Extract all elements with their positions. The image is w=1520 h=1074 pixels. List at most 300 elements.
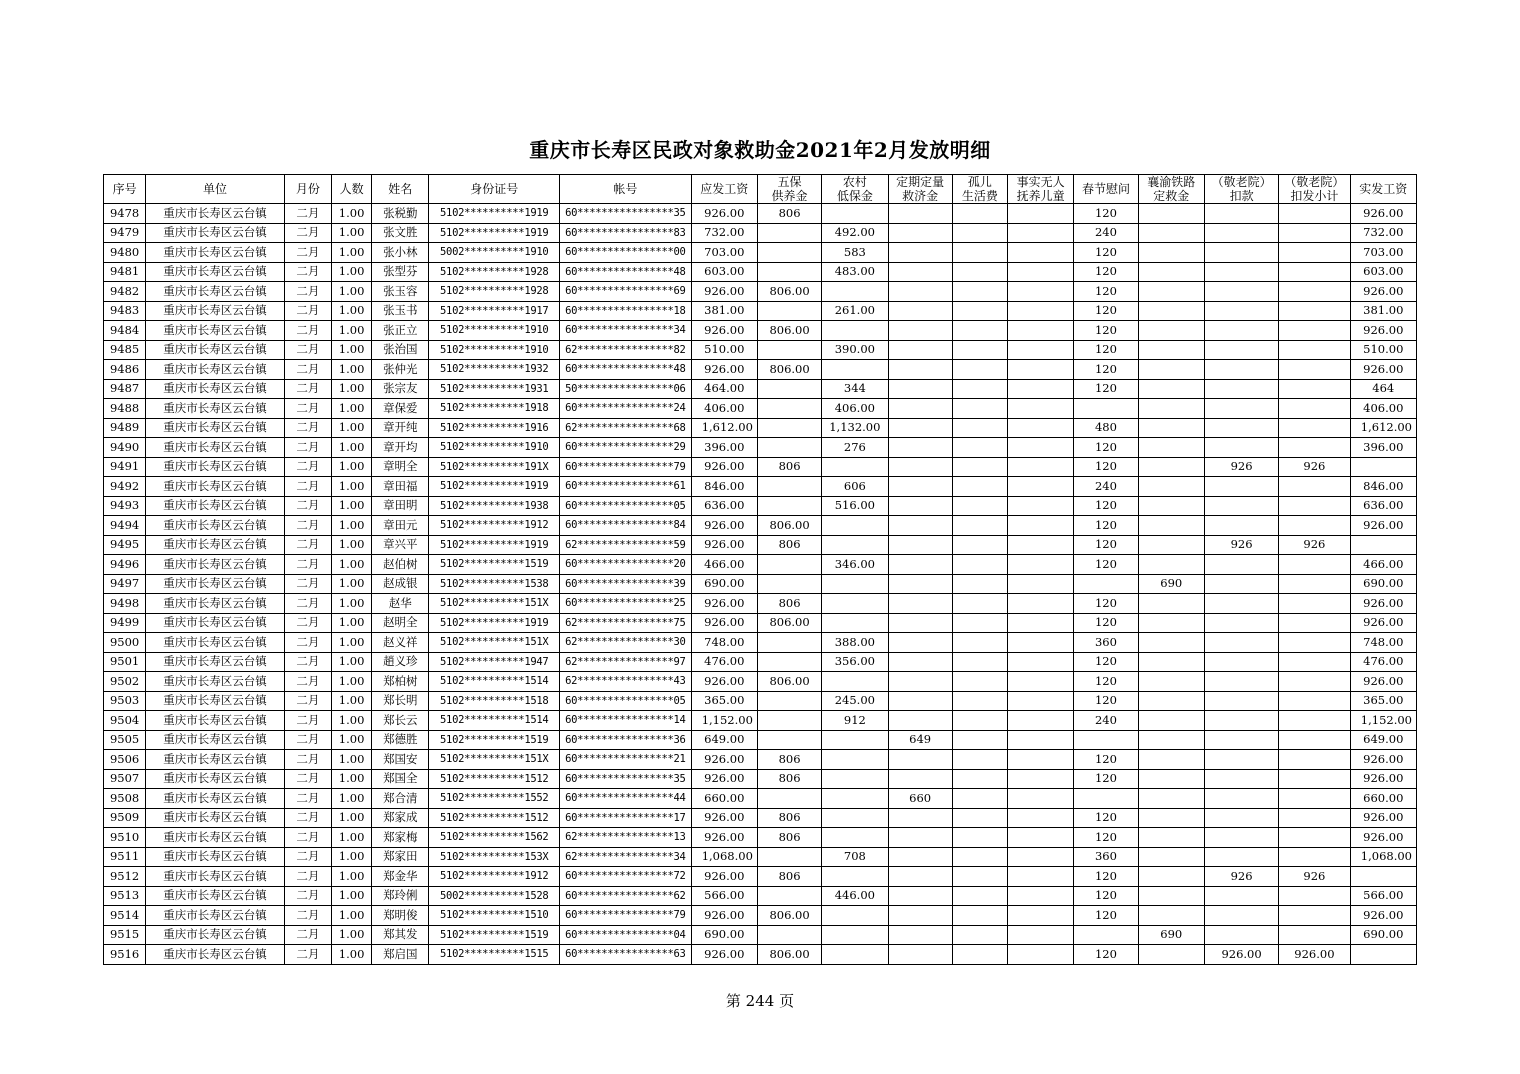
table-cell: 1.00 [332, 555, 372, 575]
table-cell: 120 [1074, 828, 1138, 848]
table-cell [757, 477, 821, 497]
table-cell: 483.00 [822, 262, 888, 282]
table-cell: 806 [757, 867, 821, 887]
table-cell: 566.00 [691, 886, 757, 906]
table-cell: 926.00 [1350, 828, 1416, 848]
table-cell: 5102**********1919 [429, 535, 560, 555]
table-cell [1279, 613, 1350, 633]
table-cell: 120 [1074, 321, 1138, 341]
table-cell [1204, 711, 1278, 731]
table-cell: 62****************97 [560, 652, 692, 672]
table-cell [822, 360, 888, 380]
table-cell [757, 379, 821, 399]
table-cell: 9481 [104, 262, 146, 282]
table-cell [1204, 828, 1278, 848]
table-cell [757, 789, 821, 809]
table-cell: 二月 [284, 574, 331, 594]
table-cell [822, 730, 888, 750]
table-cell [1138, 594, 1204, 614]
table-cell: 120 [1074, 672, 1138, 692]
table-cell [888, 691, 952, 711]
table-cell: 649.00 [1350, 730, 1416, 750]
table-cell: 346.00 [822, 555, 888, 575]
table-cell [888, 574, 952, 594]
table-cell [1204, 496, 1278, 516]
table-cell [1138, 204, 1204, 224]
table-cell: 重庆市长寿区云台镇 [146, 204, 285, 224]
table-cell: 1.00 [332, 262, 372, 282]
table-cell: 926.00 [1279, 945, 1350, 965]
table-cell [888, 847, 952, 867]
table-cell [757, 223, 821, 243]
table-cell: 9490 [104, 438, 146, 458]
table-cell [1008, 808, 1074, 828]
table-cell: 9514 [104, 906, 146, 926]
column-header: 序号 [104, 175, 146, 204]
table-cell [1008, 828, 1074, 848]
table-cell: 120 [1074, 379, 1138, 399]
table-cell: 重庆市长寿区云台镇 [146, 652, 285, 672]
table-cell [1008, 711, 1074, 731]
table-cell: 趙义珍 [372, 652, 429, 672]
table-cell: 120 [1074, 301, 1138, 321]
table-row [104, 808, 1417, 828]
table-cell: 926 [1204, 867, 1278, 887]
table-cell [1008, 301, 1074, 321]
table-cell [952, 867, 1007, 887]
table-cell: 章田福 [372, 477, 429, 497]
table-cell: 9499 [104, 613, 146, 633]
table-cell: 381.00 [1350, 301, 1416, 321]
table-cell: 重庆市长寿区云台镇 [146, 750, 285, 770]
table-cell: 510.00 [691, 340, 757, 360]
table-cell: 926.00 [691, 516, 757, 536]
table-row [104, 750, 1417, 770]
table-cell [888, 438, 952, 458]
table-cell: 5102**********1515 [429, 945, 560, 965]
table-cell: 5102**********1519 [429, 730, 560, 750]
table-cell: 9488 [104, 399, 146, 419]
table-cell: 二月 [284, 828, 331, 848]
table-cell: 120 [1074, 516, 1138, 536]
table-cell: 二月 [284, 457, 331, 477]
table-cell [1204, 516, 1278, 536]
table-cell: 1,068.00 [691, 847, 757, 867]
table-cell: 806 [757, 457, 821, 477]
table-cell [1204, 223, 1278, 243]
table-cell: 9509 [104, 808, 146, 828]
table-cell [888, 360, 952, 380]
table-cell [822, 672, 888, 692]
table-cell [1138, 438, 1204, 458]
table-cell: 二月 [284, 516, 331, 536]
table-cell: 120 [1074, 691, 1138, 711]
table-cell [1279, 223, 1350, 243]
table-cell [1008, 399, 1074, 419]
table-cell: 660 [888, 789, 952, 809]
table-cell: 重庆市长寿区云台镇 [146, 867, 285, 887]
table-cell: 60****************48 [560, 360, 692, 380]
table-cell: 406.00 [822, 399, 888, 419]
table-cell [952, 691, 1007, 711]
table-cell: 1.00 [332, 535, 372, 555]
table-row [104, 886, 1417, 906]
table-cell: 60****************69 [560, 282, 692, 302]
table-cell [1279, 477, 1350, 497]
table-cell: 9511 [104, 847, 146, 867]
table-cell: 9496 [104, 555, 146, 575]
table-cell: 926.00 [1350, 321, 1416, 341]
table-cell: 5102**********191X [429, 457, 560, 477]
table-cell: 5102**********1512 [429, 769, 560, 789]
table-cell [1138, 418, 1204, 438]
table-cell [1279, 379, 1350, 399]
table-cell [1279, 340, 1350, 360]
table-cell: 二月 [284, 711, 331, 731]
table-cell: 60****************05 [560, 496, 692, 516]
table-cell: 388.00 [822, 633, 888, 653]
table-cell [1138, 340, 1204, 360]
table-cell [1204, 399, 1278, 419]
table-cell: 466.00 [1350, 555, 1416, 575]
table-cell [1204, 672, 1278, 692]
table-cell: 120 [1074, 867, 1138, 887]
table-cell [1204, 808, 1278, 828]
table-cell: 5102**********1919 [429, 613, 560, 633]
table-row [104, 457, 1417, 477]
table-cell: 二月 [284, 652, 331, 672]
table-cell [1279, 204, 1350, 224]
table-cell: 926.00 [691, 808, 757, 828]
table-cell: 926 [1204, 535, 1278, 555]
table-cell [822, 457, 888, 477]
table-cell [1008, 652, 1074, 672]
table-cell: 5102**********153X [429, 847, 560, 867]
table-cell: 章开均 [372, 438, 429, 458]
table-cell [952, 301, 1007, 321]
table-cell: 62****************30 [560, 633, 692, 653]
table-cell [952, 243, 1007, 263]
table-cell: 重庆市长寿区云台镇 [146, 360, 285, 380]
table-cell: 806 [757, 750, 821, 770]
page-number: 第 244 页 [725, 992, 795, 1010]
table-row [104, 262, 1417, 282]
table-row [104, 340, 1417, 360]
column-header: 春节慰问 [1074, 175, 1138, 204]
table-cell: 郑柏树 [372, 672, 429, 692]
table-cell [757, 925, 821, 945]
table-cell: 二月 [284, 672, 331, 692]
table-cell: 重庆市长寿区云台镇 [146, 516, 285, 536]
table-cell [822, 574, 888, 594]
table-cell [952, 945, 1007, 965]
table-row [104, 945, 1417, 965]
table-cell: 926.00 [1350, 613, 1416, 633]
table-cell: 9502 [104, 672, 146, 692]
table-cell [952, 828, 1007, 848]
table-cell [822, 925, 888, 945]
table-cell [1008, 477, 1074, 497]
table-cell: 重庆市长寿区云台镇 [146, 535, 285, 555]
table-cell: 5102**********1912 [429, 867, 560, 887]
table-cell: 926.00 [1350, 672, 1416, 692]
table-cell [888, 282, 952, 302]
table-cell: 9504 [104, 711, 146, 731]
table-cell: 9486 [104, 360, 146, 380]
table-cell: 郑启国 [372, 945, 429, 965]
table-cell: 240 [1074, 477, 1138, 497]
table-cell [1138, 399, 1204, 419]
table-cell: 重庆市长寿区云台镇 [146, 906, 285, 926]
table-cell: 重庆市长寿区云台镇 [146, 691, 285, 711]
table-cell: 张型芬 [372, 262, 429, 282]
table-cell: 120 [1074, 750, 1138, 770]
table-cell [1008, 789, 1074, 809]
table-cell: 5102**********1928 [429, 282, 560, 302]
table-cell: 5102**********1538 [429, 574, 560, 594]
table-cell [1074, 730, 1138, 750]
table-cell [888, 808, 952, 828]
table-cell: 章保爱 [372, 399, 429, 419]
table-cell [1204, 418, 1278, 438]
table-cell [888, 418, 952, 438]
table-cell [952, 730, 1007, 750]
table-cell: 806 [757, 808, 821, 828]
table-cell [822, 535, 888, 555]
table-cell: 9489 [104, 418, 146, 438]
table-cell: 重庆市长寿区云台镇 [146, 672, 285, 692]
table-cell: 二月 [284, 223, 331, 243]
table-cell: 926.00 [691, 828, 757, 848]
table-cell: 649 [888, 730, 952, 750]
table-cell: 章田元 [372, 516, 429, 536]
table-cell [952, 223, 1007, 243]
table-cell: 1.00 [332, 223, 372, 243]
table-cell [1138, 243, 1204, 263]
table-cell: 二月 [284, 925, 331, 945]
table-cell: 9498 [104, 594, 146, 614]
table-cell [1204, 204, 1278, 224]
table-cell: 390.00 [822, 340, 888, 360]
table-cell [888, 301, 952, 321]
table-cell [1279, 672, 1350, 692]
table-cell [1138, 828, 1204, 848]
table-cell: 566.00 [1350, 886, 1416, 906]
table-cell: 60****************48 [560, 262, 692, 282]
table-cell: 1.00 [332, 769, 372, 789]
table-cell: 1.00 [332, 867, 372, 887]
table-cell [757, 555, 821, 575]
table-cell [757, 633, 821, 653]
table-cell [1279, 594, 1350, 614]
table-cell: 360 [1074, 633, 1138, 653]
table-row [104, 789, 1417, 809]
table-cell [888, 867, 952, 887]
table-cell [952, 262, 1007, 282]
table-cell: 344 [822, 379, 888, 399]
table-row [104, 360, 1417, 380]
table-cell [1008, 223, 1074, 243]
table-cell: 1.00 [332, 360, 372, 380]
table-cell: 二月 [284, 399, 331, 419]
table-cell: 二月 [284, 204, 331, 224]
table-cell: 二月 [284, 613, 331, 633]
table-cell: 5102**********1910 [429, 321, 560, 341]
table-cell: 60****************24 [560, 399, 692, 419]
table-cell: 1.00 [332, 340, 372, 360]
table-cell: 重庆市长寿区云台镇 [146, 262, 285, 282]
table-cell: 926.00 [691, 457, 757, 477]
table-cell: 5102**********1518 [429, 691, 560, 711]
table-cell [952, 808, 1007, 828]
table-cell: 245.00 [822, 691, 888, 711]
table-cell [952, 652, 1007, 672]
table-cell [1279, 691, 1350, 711]
table-cell [1204, 750, 1278, 770]
table-cell [822, 613, 888, 633]
table-cell: 926.00 [1350, 808, 1416, 828]
table-cell [1008, 282, 1074, 302]
table-cell: 1.00 [332, 399, 372, 419]
table-cell: 1.00 [332, 633, 372, 653]
table-cell: 郑其发 [372, 925, 429, 945]
table-cell: 二月 [284, 633, 331, 653]
table-cell: 郑家田 [372, 847, 429, 867]
table-cell [952, 906, 1007, 926]
table-cell [1350, 945, 1416, 965]
table-cell: 926 [1279, 535, 1350, 555]
table-cell: 62****************82 [560, 340, 692, 360]
table-cell [1204, 691, 1278, 711]
table-cell: 396.00 [1350, 438, 1416, 458]
table-cell [952, 340, 1007, 360]
table-cell [1138, 282, 1204, 302]
table-cell: 二月 [284, 750, 331, 770]
table-cell: 1.00 [332, 652, 372, 672]
table-cell [952, 594, 1007, 614]
table-cell: 5102**********1910 [429, 438, 560, 458]
table-cell: 926.00 [1350, 360, 1416, 380]
table-cell: 120 [1074, 652, 1138, 672]
table-cell [952, 418, 1007, 438]
table-cell: 重庆市长寿区云台镇 [146, 496, 285, 516]
table-cell [952, 204, 1007, 224]
table-cell [1279, 516, 1350, 536]
table-cell [1008, 633, 1074, 653]
table-cell [1279, 906, 1350, 926]
table-cell [1279, 243, 1350, 263]
table-cell [952, 925, 1007, 945]
table-cell: 60****************84 [560, 516, 692, 536]
table-cell [952, 379, 1007, 399]
table-row [104, 555, 1417, 575]
table-cell: 1.00 [332, 730, 372, 750]
table-cell [1204, 906, 1278, 926]
table-cell: 806.00 [757, 516, 821, 536]
table-cell: 926.00 [1204, 945, 1278, 965]
table-cell: 926.00 [691, 867, 757, 887]
table-cell: 二月 [284, 340, 331, 360]
table-cell: 重庆市长寿区云台镇 [146, 574, 285, 594]
table-cell: 5102**********1512 [429, 808, 560, 828]
table-cell [952, 711, 1007, 731]
table-cell [1279, 652, 1350, 672]
table-cell: 926.00 [1350, 516, 1416, 536]
table-cell: 9478 [104, 204, 146, 224]
table-cell: 二月 [284, 262, 331, 282]
table-cell: 636.00 [691, 496, 757, 516]
table-cell: 重庆市长寿区云台镇 [146, 808, 285, 828]
table-cell [952, 847, 1007, 867]
table-row [104, 379, 1417, 399]
table-cell [1138, 808, 1204, 828]
table-cell: 赵明全 [372, 613, 429, 633]
table-cell [1138, 730, 1204, 750]
table-cell [1138, 867, 1204, 887]
table-cell: 120 [1074, 535, 1138, 555]
table-cell: 492.00 [822, 223, 888, 243]
table-cell [1008, 262, 1074, 282]
table-cell: 二月 [284, 555, 331, 575]
table-cell: 806.00 [757, 360, 821, 380]
table-cell: 480 [1074, 418, 1138, 438]
table-cell: 464 [1350, 379, 1416, 399]
table-cell [888, 535, 952, 555]
table-cell [888, 828, 952, 848]
table-cell: 926.00 [691, 204, 757, 224]
table-cell [888, 340, 952, 360]
table-cell: 重庆市长寿区云台镇 [146, 633, 285, 653]
table-cell: 1.00 [332, 457, 372, 477]
table-cell: 476.00 [1350, 652, 1416, 672]
table-cell: 9505 [104, 730, 146, 750]
column-header: 人数 [332, 175, 372, 204]
table-cell: 二月 [284, 321, 331, 341]
table-cell [1204, 730, 1278, 750]
table-cell: 重庆市长寿区云台镇 [146, 613, 285, 633]
table-cell [952, 496, 1007, 516]
table-cell: 62****************34 [560, 847, 692, 867]
table-cell: 926.00 [691, 594, 757, 614]
table-cell: 120 [1074, 886, 1138, 906]
table-cell: 二月 [284, 438, 331, 458]
table-cell [1279, 555, 1350, 575]
table-cell: 510.00 [1350, 340, 1416, 360]
table-cell: 5102**********151X [429, 750, 560, 770]
table-cell: 重庆市长寿区云台镇 [146, 769, 285, 789]
table-cell [1008, 438, 1074, 458]
table-cell [888, 711, 952, 731]
table-cell: 516.00 [822, 496, 888, 516]
table-cell: 9491 [104, 457, 146, 477]
table-cell: 120 [1074, 808, 1138, 828]
table-cell: 60****************83 [560, 223, 692, 243]
table-cell: 703.00 [1350, 243, 1416, 263]
table-cell: 926 [1279, 867, 1350, 887]
table-cell: 1.00 [332, 945, 372, 965]
table-cell: 郑家梅 [372, 828, 429, 848]
table-cell: 926.00 [1350, 282, 1416, 302]
table-cell: 1.00 [332, 516, 372, 536]
table-header-row [104, 175, 1417, 204]
table-cell: 476.00 [691, 652, 757, 672]
table-cell: 806.00 [757, 321, 821, 341]
column-header: 帐号 [560, 175, 692, 204]
table-cell [952, 789, 1007, 809]
table-cell [757, 886, 821, 906]
table-cell: 张治国 [372, 340, 429, 360]
table-row [104, 223, 1417, 243]
